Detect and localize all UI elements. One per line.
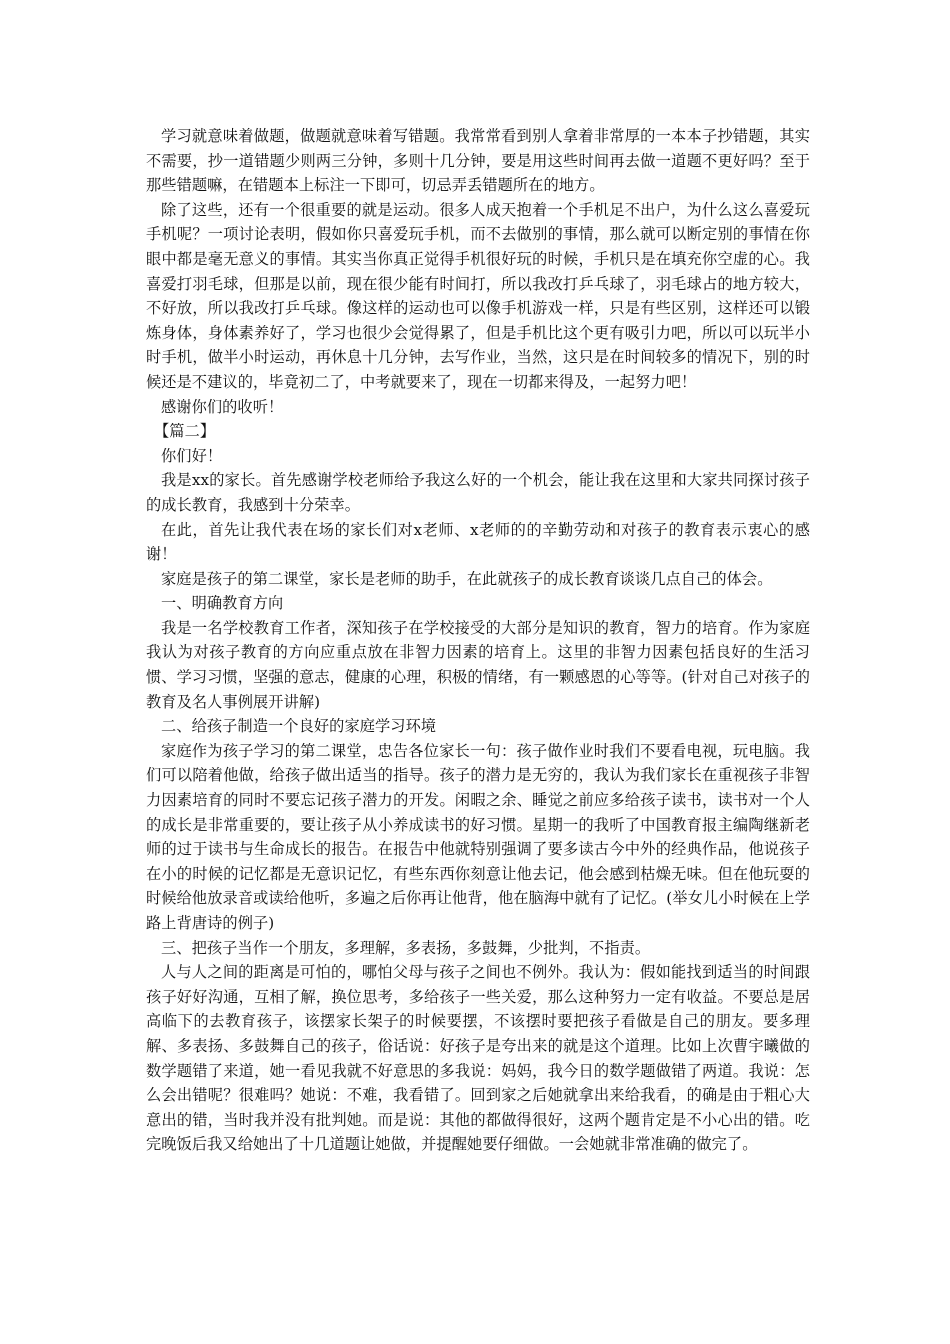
paragraph-intro: 我是xx的家长。首先感谢学校老师给予我这么好的一个机会，能让我在这里和大家共同探讨孩子的成长教育，我感到十分荣幸。 [146, 471, 810, 514]
heading-point-three: 三、把孩子当作一个朋友，多理解，多表扬，多鼓舞，少批判，不指责。 [161, 938, 651, 957]
heading-point-two: 二、给孩子制造一个良好的家庭学习环境 [161, 717, 437, 736]
paragraph-study-mistakes: 学习就意味着做题，做题就意味着写错题。我常常看到别人拿着非常厚的一本本子抄错题，其实不需要，抄一道错题少则两三分钟，多则十几分钟，要是用这些时间再去做一道题不更好吗？至于那些错题嘛，在错题本上标注一下即可，切忌弄丢错题所在的地方。 [146, 127, 810, 195]
paragraph-gratitude: 在此，首先让我代表在场的家长们对x老师、x老师的的辛勤劳动和对孩子的教育表示衷心的感谢！ [146, 520, 810, 564]
paragraph-thanks: 感谢你们的收听！ [161, 397, 284, 416]
document-body [146, 124, 810, 1157]
paragraph-point-three: 人与人之间的距离是可怕的，哪怕父母与孩子之间也不例外。我认为：假如能找到适当的时间跟孩子好好沟通，互相了解，换位思考，多给孩子一些关爱，那么这种努力一定有收益。不要总是居高临下的去教育孩子，该摆家长架子的时候要摆，不该摆时要把孩子看做是自己的朋友。要多理解、多表扬、多鼓舞自己的孩子，俗话说：好孩子是夸出来的就是这个道理。比如上次曹宇曦做的数学题错了来道，她一看见我就不好意思的多我说：妈妈，我今日的数学题做错了两道。我说：怎么会出错呢？很难吗？她说：不难，我看错了。回到家之后她就拿出来给我看，的确是由于粗心大意出的错，当时我并没有批判她。而是说：其他的都做得很好，这两个题肯定是不小心出的错。吃完晚饭后我又给她出了十几道题让她做，并提醒她要仔细做。一会她就非常准确的做完了。 [146, 963, 810, 1154]
paragraph-point-two: 家庭作为孩子学习的第二课堂，忠告各位家长一句：孩子做作业时我们不要看电视，玩电脑。我们可以陪着他做，给孩子做出适当的指导。孩子的潜力是无穷的，我认为我们家长在重视孩子非智力因素培育的同时不要忘记孩子潜力的开发。闲暇之余、睡觉之前应多给孩子读书，读书对一个人的成长是非常重要的，要让孩子从小养成读书的好习惯。星期一的我听了中国教育报主编陶继新老师的过于读书与生命成长的报告。在报告中他就特别强调了要多读古今中外的经典作品，他说孩子在小的时候的记忆都是无意识记忆，有些东西你刻意让他去记，他会感到枯燥无味。但在他玩耍的时候给他放录音或读给他听，多遍之后你再让他背，他在脑海中就有了记忆。(举女儿小时候在上学路上背唐诗的例子) [146, 741, 810, 932]
paragraph-greeting: 你们好！ [161, 446, 223, 465]
heading-point-one: 一、明确教育方向 [161, 594, 284, 613]
section-title-part-two: 【篇二】 [154, 422, 216, 441]
paragraph-exercise: 除了这些，还有一个很重要的就是运动。很多人成天抱着一个手机足不出户，为什么这么喜爱玩手机呢？一项讨论表明，假如你只喜爱玩手机，而不去做别的事情，那么就可以断定别的事情在你眼中都是毫无意义的事情。其实当你真正觉得手机很好玩的时候，手机只是在填充你空虚的心。我喜爱打羽毛球，但那是以前，现在很少能有时间打，所以我改打乒乓球了，羽毛球占的地方较大，不好放，所以我改打乒乓球。像这样的运动也可以像手机游戏一样，只是有些区别，这样还可以锻炼身体，身体素养好了，学习也很少会觉得累了，但是手机比这个更有吸引力吧，所以可以玩半小时手机，做半小时运动，再休息十几分钟，去写作业，当然，这只是在时间较多的情况下，别的时候还是不建议的，毕竟初二了，中考就要来了，现在一切都来得及，一起努力吧！ [146, 200, 810, 391]
paragraph-point-one: 我是一名学校教育工作者，深知孩子在学校接受的大部分是知识的教育，智力的培育。作为家庭我认为对孩子教育的方向应重点放在非智力因素的培育上。这里的非智力因素包括良好的生活习惯、学习习惯，坚强的意志，健康的心理，积极的情绪，有一颗感恩的心等等。(针对自己对孩子的教育及名人事例展开讲解) [146, 618, 810, 711]
paragraph-second-classroom: 家庭是孩子的第二课堂，家长是老师的助手，在此就孩子的成长教育谈谈几点自己的体会。 [161, 569, 773, 588]
